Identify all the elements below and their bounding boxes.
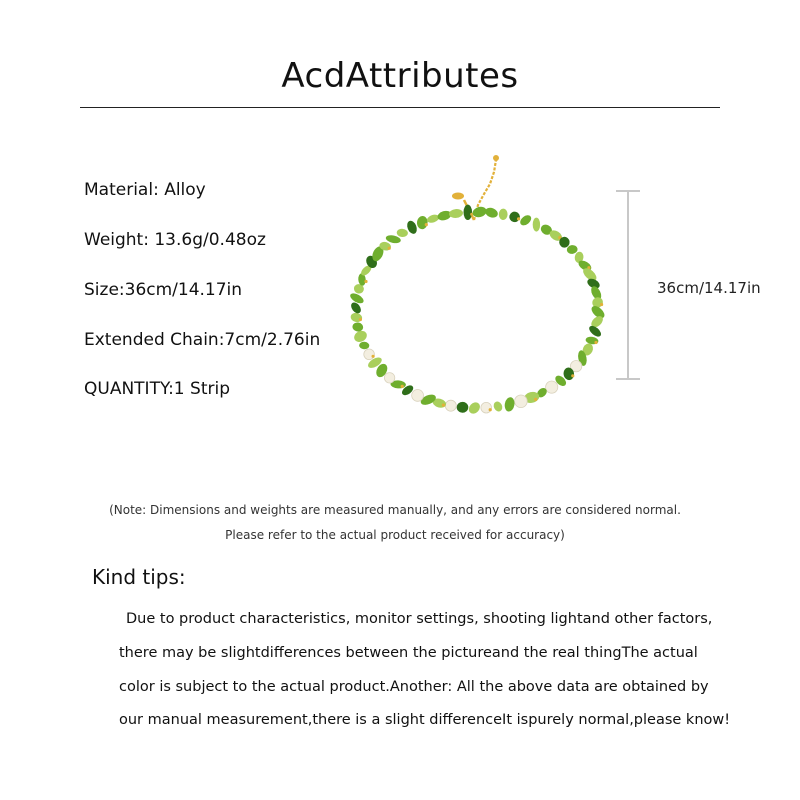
note-line-2: Please refer to the actual product received for accuracy): [225, 528, 565, 542]
attribute-quantity: QUANTITY:1 Strip: [84, 379, 230, 399]
stone-chip-bead: [499, 209, 508, 221]
stone-chip-bead: [359, 341, 370, 349]
gold-spacer-bead: [600, 303, 603, 306]
stone-chip-bead: [492, 400, 504, 413]
dimension-cap-top: [616, 190, 640, 192]
attribute-size: Size:36cm/14.17in: [84, 280, 243, 300]
stone-chip-bead: [457, 402, 469, 413]
gold-spacer-bead: [388, 247, 391, 250]
kind-tips-title: Kind tips:: [92, 565, 186, 589]
pearl-bead: [364, 349, 375, 360]
pearl-bead: [515, 395, 528, 408]
stone-chip-bead: [504, 396, 516, 412]
kind-tips-line-2: there may be slightdifferences between the pictureand the real thingThe actual: [119, 645, 698, 661]
gold-spacer-bead: [372, 355, 375, 358]
gold-spacer-bead: [401, 385, 404, 388]
stone-chip-bead: [396, 228, 408, 237]
stone-chip-bead: [352, 322, 364, 333]
attribute-extended-chain: Extended Chain:7cm/2.76in: [84, 330, 321, 350]
dimension-cap-bottom: [616, 378, 640, 380]
pearl-bead: [412, 390, 424, 402]
pearl-bead: [445, 400, 456, 411]
stone-chip-bead: [508, 210, 521, 223]
kind-tips-line-3: color is subject to the actual product.Another: All the above data are obtained by: [119, 679, 709, 695]
dimension-line: [627, 191, 629, 379]
gold-spacer-bead: [594, 341, 597, 344]
stone-chip-bead: [464, 205, 473, 220]
stone-chip-bead: [349, 291, 366, 305]
bead-strand: [349, 205, 607, 416]
gold-spacer-bead: [442, 404, 445, 407]
pearl-bead: [384, 373, 394, 383]
stone-chip-bead: [350, 312, 363, 323]
gold-spacer-bead: [364, 280, 367, 283]
gold-spacer-bead: [359, 318, 362, 321]
page-title: AcdAttributes: [281, 56, 519, 96]
stone-chip-bead: [518, 213, 533, 227]
gold-spacer-bead: [489, 408, 492, 411]
note-line-1: (Note: Dimensions and weights are measured manually, and any errors are considered normal.: [109, 503, 681, 517]
stone-chip-bead: [471, 205, 487, 219]
pearl-bead: [546, 381, 558, 393]
title-divider: [80, 107, 720, 108]
attribute-weight: Weight: 13.6g/0.48oz: [84, 230, 266, 250]
gold-spacer-bead: [571, 374, 574, 377]
stone-chip-bead: [416, 216, 428, 230]
dimension-label: 36cm/14.17in: [657, 279, 761, 297]
stone-chip-bead: [426, 213, 440, 224]
gold-spacer-bead: [534, 398, 537, 401]
stone-chip-bead: [467, 400, 483, 416]
kind-tips-line-4: our manual measurement,there is a slight differenceIt ispurely normal,please know!: [119, 712, 731, 728]
necklace-image: [330, 150, 620, 420]
kind-tips-line-1: Due to product characteristics, monitor settings, shooting lightand other factors,: [126, 611, 713, 627]
pearl-bead: [481, 402, 492, 413]
stone-chip-bead: [533, 218, 540, 232]
stone-chip-bead: [449, 208, 464, 218]
gold-spacer-bead: [517, 217, 520, 220]
attribute-material: Material: Alloy: [84, 180, 206, 200]
gold-spacer-bead: [425, 223, 428, 226]
